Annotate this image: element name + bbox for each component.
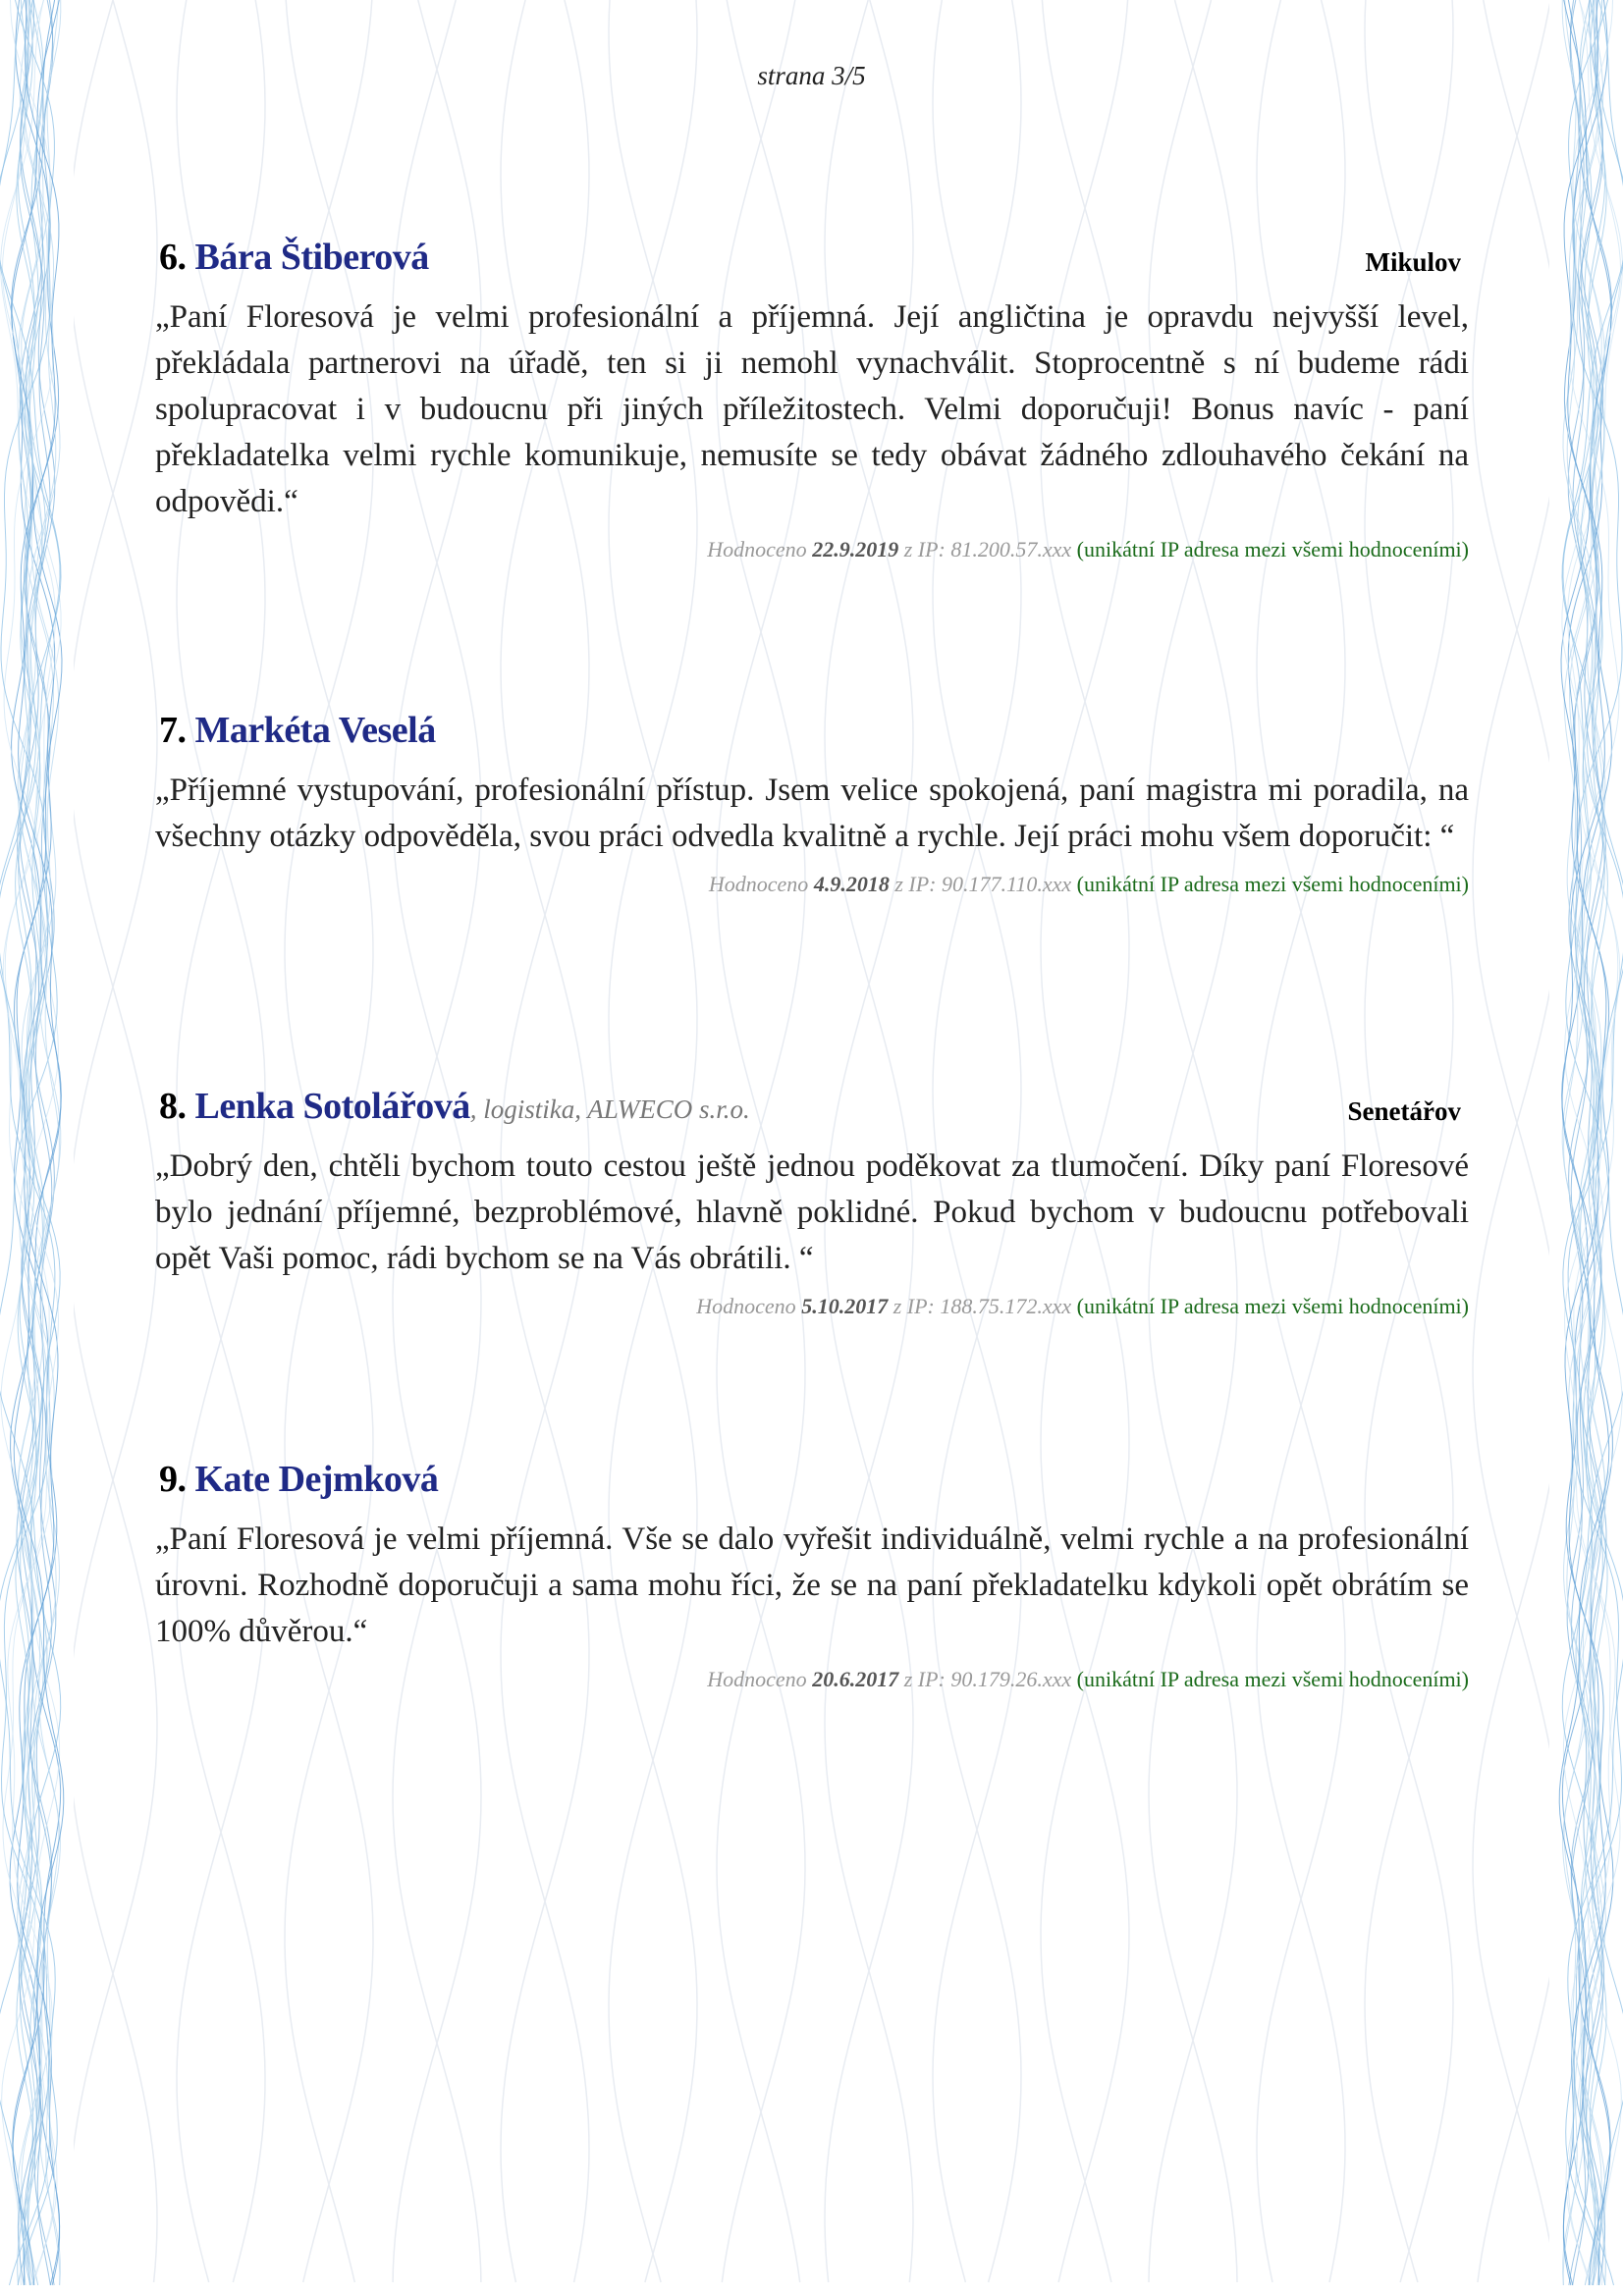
review-meta bbox=[155, 537, 1469, 562]
page-number: strana 3/5 bbox=[757, 61, 866, 90]
review-date: 4.9.2018 bbox=[813, 872, 890, 896]
review-number: 7. bbox=[159, 710, 187, 751]
reviewer-organization: , logistika, ALWECO s.r.o. bbox=[469, 1095, 750, 1124]
unique-ip-note: (unikátní IP adresa mezi všemi hodnoceními) bbox=[1076, 537, 1469, 561]
rated-label: Hodnoceno bbox=[708, 872, 809, 896]
unique-ip-note: (unikátní IP adresa mezi všemi hodnoceními) bbox=[1076, 1667, 1469, 1691]
review-text: „Paní Floresová je velmi profesionální a příjemná. Její angličtina je opravdu nejvyšší level, překládala partnerovi na úřadě, ten si ji nemohl vynachválit. Stoprocentně s ní budeme rádi spolupracovat i v budoucnu při jiných příležitostech. Velmi doporučuji! Bonus navíc - paní překladatelka velmi rychle komunikuje, nemusíte se tedy obávat žádného zdlouhavého čekání na odpovědi.“ bbox=[155, 299, 1469, 519]
review-title bbox=[159, 709, 436, 752]
rated-label: Hodnoceno bbox=[707, 1667, 807, 1691]
right-decorative-border bbox=[1549, 0, 1623, 2296]
review-date: 22.9.2019 bbox=[812, 537, 899, 561]
review-meta bbox=[155, 1667, 1469, 1692]
review-title bbox=[159, 1085, 750, 1128]
reviewer-name: Bára Štiberová bbox=[194, 237, 429, 278]
review-meta bbox=[155, 872, 1469, 897]
unique-ip-note: (unikátní IP adresa mezi všemi hodnoceními) bbox=[1076, 1294, 1469, 1318]
review-text: „Paní Floresová je velmi příjemná. Vše se dalo vyřešit individuálně, velmi rychle a na profesionální úrovni. Rozhodně doporučuji a sama mohu říci, že se na paní překladatelku kdykoli opět obrátím se 100% důvěrou.“ bbox=[155, 1522, 1469, 1649]
reviewer-name: Markéta Veselá bbox=[194, 710, 436, 751]
review-text: „Dobrý den, chtěli bychom touto cestou ještě jednou poděkovat za tlumočení. Díky paní Floresové bylo jednání příjemné, bezproblémové, hlavně poklidné. Pokud bychom v budoucnu potřebovali opět Vaši pomoc, rádi bychom se na Vás obrátili. “ bbox=[155, 1148, 1469, 1276]
review-item bbox=[155, 1458, 1469, 1692]
review-ip: z IP: 90.177.110.xxx bbox=[894, 872, 1072, 896]
review-number: 9. bbox=[159, 1459, 187, 1500]
review-number: 6. bbox=[159, 237, 187, 278]
left-decorative-border bbox=[0, 0, 74, 2296]
review-ip: z IP: 188.75.172.xxx bbox=[893, 1294, 1072, 1318]
reviewer-city: Mikulov bbox=[1365, 247, 1461, 277]
review-item bbox=[155, 236, 1469, 562]
review-ip: z IP: 81.200.57.xxx bbox=[903, 537, 1072, 561]
reviewer-city: Senetářov bbox=[1347, 1096, 1461, 1126]
review-number: 8. bbox=[159, 1086, 187, 1127]
review-text: „Příjemné vystupování, profesionální přístup. Jsem velice spokojená, paní magistra mi poradila, na všechny otázky odpověděla, svou práci odvedla kvalitně a rychle. Její práci mohu všem doporučit: “ bbox=[155, 773, 1469, 854]
review-date: 20.6.2017 bbox=[812, 1667, 899, 1691]
review-meta bbox=[155, 1294, 1469, 1319]
reviewer-name: Lenka Sotolářová bbox=[194, 1086, 470, 1127]
review-title bbox=[159, 1458, 438, 1501]
unique-ip-note: (unikátní IP adresa mezi všemi hodnoceními) bbox=[1076, 872, 1469, 896]
review-item bbox=[155, 1085, 1469, 1319]
rated-label: Hodnoceno bbox=[707, 537, 807, 561]
rated-label: Hodnoceno bbox=[696, 1294, 796, 1318]
review-date: 5.10.2017 bbox=[801, 1294, 889, 1318]
review-item bbox=[155, 709, 1469, 897]
review-ip: z IP: 90.179.26.xxx bbox=[903, 1667, 1072, 1691]
reviewer-name: Kate Dejmková bbox=[194, 1459, 439, 1500]
review-title bbox=[159, 236, 429, 279]
